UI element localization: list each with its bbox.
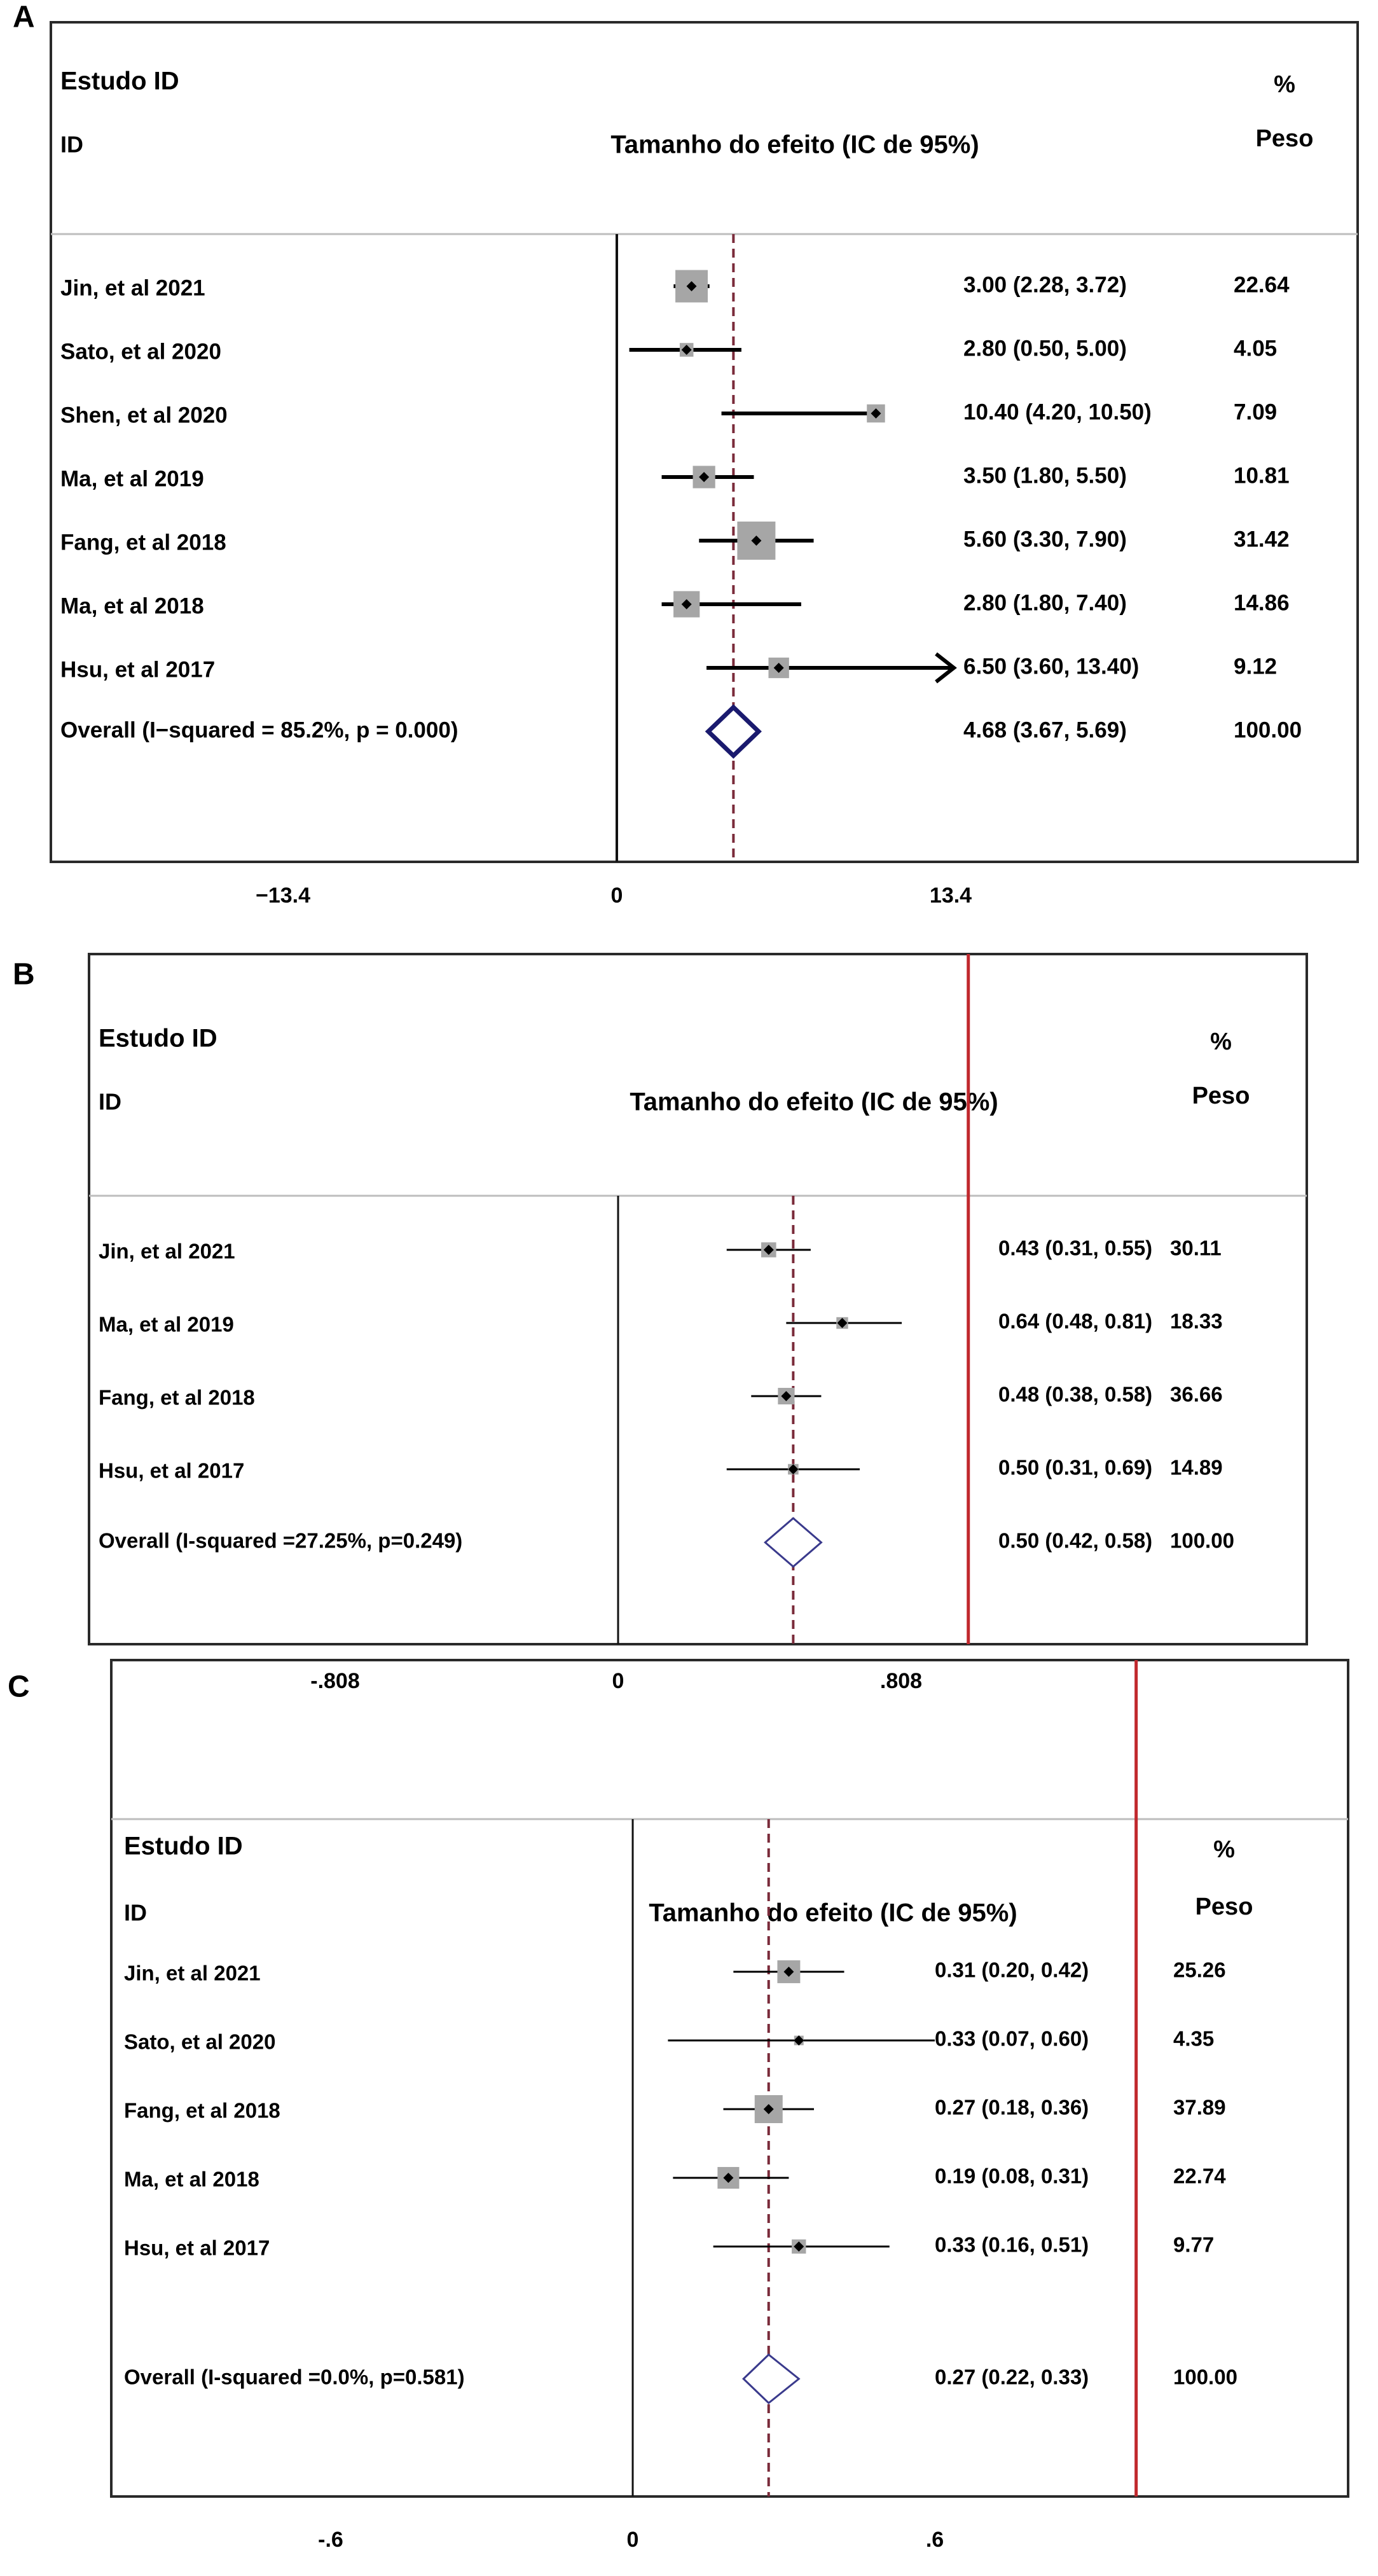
- x-tick-label: −13.4: [255, 883, 311, 908]
- study-row: [124, 2027, 1214, 2054]
- ci-text: 3.50 (1.80, 5.50): [963, 463, 1127, 488]
- weight-text: 4.35: [1173, 2026, 1215, 2051]
- study-row: [124, 1958, 1226, 1985]
- study-label: Ma, et al 2019: [60, 466, 204, 492]
- overall-label: Overall (I-squared =27.25%, p=0.249): [99, 1528, 463, 1553]
- header-effect-size: Tamanho do efeito (IC de 95%): [630, 1088, 998, 1116]
- header-effect-size: Tamanho do efeito (IC de 95%): [649, 1899, 1017, 1927]
- header-weight: Peso: [1195, 1894, 1253, 1921]
- study-label: Ma, et al 2018: [124, 2167, 259, 2191]
- header-id: ID: [99, 1088, 121, 1115]
- study-row: [60, 270, 1290, 303]
- ci-text: 0.43 (0.31, 0.55): [998, 1236, 1153, 1260]
- ci-text: 2.80 (0.50, 5.00): [963, 336, 1127, 361]
- study-label: Fang, et al 2018: [124, 2098, 280, 2122]
- weight-text: 9.12: [1234, 654, 1278, 679]
- ci-text: 5.60 (3.30, 7.90): [963, 527, 1127, 552]
- weight-text: 22.64: [1234, 272, 1290, 298]
- x-tick-label: 0: [626, 2527, 639, 2552]
- study-row: [60, 590, 1290, 618]
- study-label: Shen, et al 2020: [60, 403, 228, 428]
- study-label: Hsu, et al 2017: [99, 1458, 245, 1483]
- ci-text: 3.00 (2.28, 3.72): [963, 272, 1127, 298]
- weight-text: 14.89: [1170, 1455, 1223, 1479]
- x-tick-label: 0: [612, 1668, 624, 1693]
- study-row: [99, 1456, 1223, 1483]
- x-tick-label: -.808: [310, 1668, 360, 1693]
- weight-text: 36.66: [1170, 1382, 1223, 1406]
- forest-panel-c: [8, 1660, 1348, 2552]
- overall-diamond: [708, 707, 759, 756]
- study-row: [60, 522, 1290, 560]
- panel-letter: B: [13, 957, 35, 992]
- ci-text: 6.50 (3.60, 13.40): [963, 654, 1140, 679]
- overall-ci-text: 0.50 (0.42, 0.58): [998, 1528, 1153, 1553]
- header-weight: Peso: [1255, 125, 1314, 153]
- study-row: [60, 463, 1290, 491]
- weight-text: 30.11: [1170, 1236, 1222, 1260]
- weight-text: 22.74: [1173, 2164, 1226, 2188]
- ci-text: 0.50 (0.31, 0.69): [998, 1455, 1153, 1479]
- study-label: Sato, et al 2020: [124, 2030, 276, 2054]
- study-row: [124, 2095, 1226, 2123]
- forest-panel-b: [13, 954, 1307, 1693]
- study-label: Jin, et al 2021: [124, 1961, 261, 1985]
- study-row: [60, 336, 1277, 364]
- header-study-id: Estudo ID: [99, 1024, 217, 1053]
- study-row: [99, 1310, 1223, 1336]
- overall-weight-text: 100.00: [1173, 2365, 1237, 2389]
- weight-text: 25.26: [1173, 1958, 1226, 1982]
- study-label: Fang, et al 2018: [60, 530, 226, 555]
- ci-text: 0.31 (0.20, 0.42): [935, 1958, 1089, 1982]
- study-row: [124, 2233, 1214, 2260]
- overall-row: [124, 2355, 1237, 2403]
- ci-text: 0.19 (0.08, 0.31): [935, 2164, 1089, 2188]
- header-effect-size: Tamanho do efeito (IC de 95%): [610, 130, 979, 159]
- overall-diamond: [743, 2355, 799, 2403]
- weight-text: 14.86: [1234, 590, 1290, 616]
- ci-text: 0.33 (0.07, 0.60): [935, 2026, 1089, 2051]
- header-weight: Peso: [1192, 1083, 1250, 1110]
- overall-row: [60, 707, 1302, 756]
- panel-letter: C: [8, 1670, 30, 1704]
- study-label: Jin, et al 2021: [99, 1239, 235, 1263]
- study-label: Ma, et al 2019: [99, 1312, 234, 1336]
- study-row: [99, 1236, 1222, 1263]
- ci-text: 2.80 (1.80, 7.40): [963, 590, 1127, 616]
- overall-row: [99, 1518, 1234, 1567]
- study-label: Sato, et al 2020: [60, 339, 221, 364]
- study-label: Jin, et al 2021: [60, 275, 205, 301]
- header-percent: %: [1210, 1028, 1232, 1056]
- panel-letter: A: [13, 0, 35, 34]
- ci-text: 0.33 (0.16, 0.51): [935, 2233, 1089, 2257]
- overall-ci-text: 0.27 (0.22, 0.33): [935, 2365, 1089, 2389]
- x-tick-label: .808: [879, 1668, 923, 1693]
- overall-label: Overall (I−squared = 85.2%, p = 0.000): [60, 717, 458, 743]
- weight-text: 18.33: [1170, 1309, 1223, 1333]
- weight-text: 31.42: [1234, 527, 1290, 552]
- weight-text: 37.89: [1173, 2095, 1226, 2119]
- study-row: [60, 654, 1277, 682]
- overall-weight-text: 100.00: [1170, 1528, 1234, 1553]
- weight-text: 9.77: [1173, 2233, 1215, 2257]
- weight-text: 4.05: [1234, 336, 1278, 361]
- overall-label: Overall (I-squared =0.0%, p=0.581): [124, 2365, 465, 2389]
- overall-ci-text: 4.68 (3.67, 5.69): [963, 717, 1127, 743]
- x-tick-label: -.6: [318, 2527, 343, 2552]
- header-study-id: Estudo ID: [124, 1832, 243, 1860]
- x-tick-label: 0: [610, 883, 623, 908]
- study-label: Hsu, et al 2017: [124, 2236, 270, 2260]
- weight-text: 7.09: [1234, 399, 1278, 425]
- study-row: [99, 1383, 1223, 1409]
- ci-text: 0.48 (0.38, 0.58): [998, 1382, 1153, 1406]
- header-study-id: Estudo ID: [60, 67, 179, 95]
- ci-text: 0.64 (0.48, 0.81): [998, 1309, 1153, 1333]
- study-label: Fang, et al 2018: [99, 1385, 255, 1409]
- header-percent: %: [1274, 71, 1295, 99]
- forest-panel-a: [13, 1, 1358, 908]
- ci-text: 0.27 (0.18, 0.36): [935, 2095, 1089, 2119]
- overall-diamond: [765, 1518, 821, 1567]
- header-percent: %: [1213, 1836, 1235, 1864]
- study-row: [60, 399, 1277, 427]
- x-tick-label: 13.4: [929, 883, 972, 908]
- weight-text: 10.81: [1234, 463, 1290, 488]
- study-label: Hsu, et al 2017: [60, 657, 216, 682]
- header-id: ID: [124, 1899, 147, 1926]
- study-row: [124, 2164, 1226, 2191]
- header-id: ID: [60, 131, 83, 158]
- ci-text: 10.40 (4.20, 10.50): [963, 399, 1152, 425]
- x-tick-label: .6: [925, 2527, 944, 2552]
- study-label: Ma, et al 2018: [60, 593, 204, 619]
- overall-weight-text: 100.00: [1234, 717, 1302, 743]
